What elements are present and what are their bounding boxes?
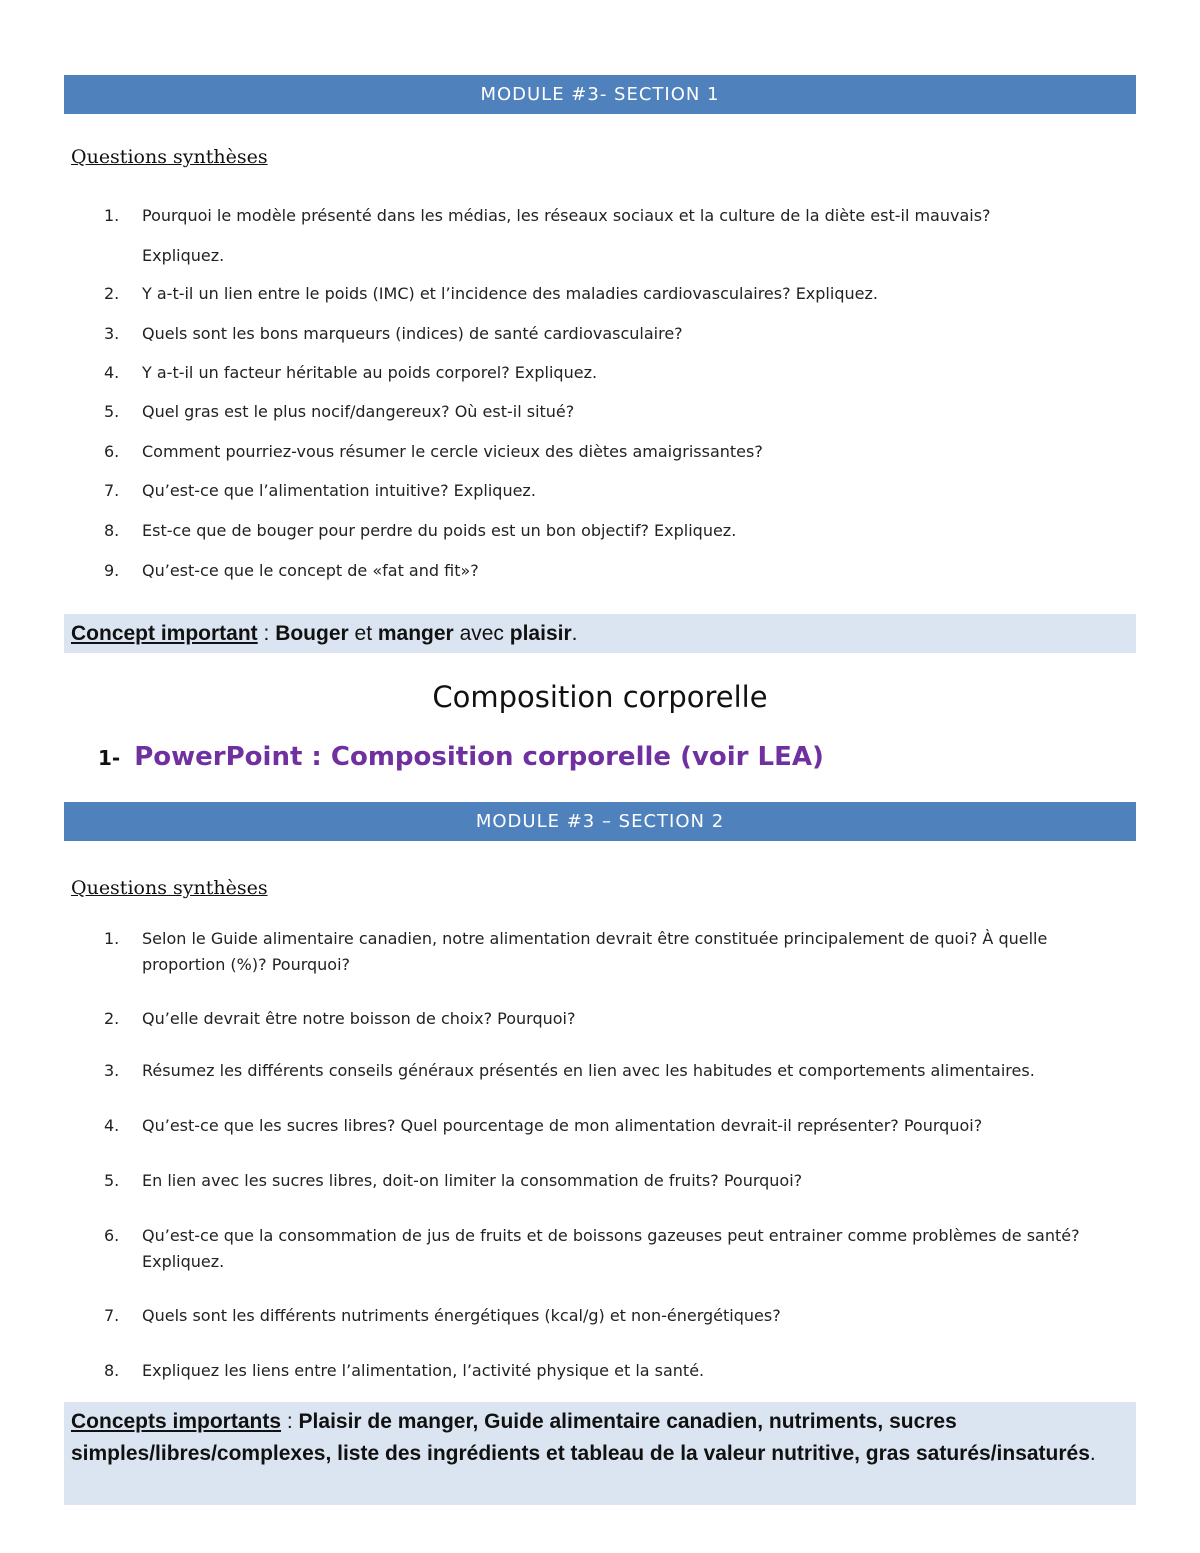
list-item-number: 6. <box>104 442 120 461</box>
list-item <box>104 471 1114 511</box>
concept-separator: : <box>257 622 276 645</box>
list-item-text: Quels sont les bons marqueurs (indices) de santé cardiovasculaire? <box>142 324 683 343</box>
list-item-number: 8. <box>104 1361 120 1380</box>
concept-word: manger <box>377 622 454 645</box>
list-item <box>104 274 1114 314</box>
concepts-importants-box <box>64 1402 1136 1505</box>
list-item-text: Qu’est-ce que le concept de «fat and fit»? <box>142 561 479 580</box>
powerpoint-link-text: PowerPoint : Composition corporelle (voir LEA) <box>134 742 824 772</box>
list-item-number: 5. <box>104 1171 120 1190</box>
list-item-text: Y a-t-il un lien entre le poids (IMC) et l’incidence des maladies cardiovasculaires? Expliquez. <box>142 284 878 303</box>
list-item-text: Y a-t-il un facteur héritable au poids corporel? Expliquez. <box>142 363 598 382</box>
list-item-text: Quel gras est le plus nocif/dangereux? Où est-il situé? <box>142 402 575 421</box>
list-item-number: 1. <box>104 929 120 948</box>
list-item-text: Selon le Guide alimentaire canadien, notre alimentation devrait être constituée principalement de quoi? À quelle proportion (%)? Pourquoi? <box>142 929 1048 974</box>
list-item-text-line: Pourquoi le modèle présenté dans les médias, les réseaux sociaux et la culture de la diète est-il mauvais? <box>142 206 991 225</box>
concept-separator: : <box>281 1410 299 1433</box>
list-item-number: 4. <box>104 363 120 382</box>
list-item <box>104 1006 1114 1032</box>
concept-body: Plaisir de manger, Guide alimentaire canadien, nutriments, sucres simples/libres/complexes, liste des ingrédients et tableau de la valeur nutritive, gras saturés/insaturés <box>71 1410 1090 1465</box>
list-item-number: 2. <box>104 1009 120 1028</box>
list-item-text <box>142 196 1114 276</box>
concept-important-box <box>64 614 1136 653</box>
list-item-text: Expliquez les liens entre l’alimentation, l’activité physique et la santé. <box>142 1361 705 1380</box>
section2-banner <box>64 802 1136 841</box>
concept-end: . <box>1089 1442 1096 1465</box>
composition-title: Composition corporelle <box>432 680 768 714</box>
concept-word: . <box>571 622 578 645</box>
list-item-number: 8. <box>104 521 120 540</box>
list-item <box>104 1113 1114 1139</box>
powerpoint-line <box>98 742 824 772</box>
list-item <box>104 392 1114 432</box>
concept-word: plaisir <box>509 622 572 645</box>
concept-label: Concept important <box>71 622 258 645</box>
list-item-text: Qu’est-ce que la consommation de jus de fruits et de boissons gazeuses peut entrainer comme problèmes de santé? Expliquez. <box>142 1226 1080 1271</box>
list-item <box>104 511 1114 551</box>
list-item-number: 7. <box>104 1306 120 1325</box>
concept-word: avec <box>453 622 510 645</box>
list-item-number: 4. <box>104 1116 120 1135</box>
list-item-number: 7. <box>104 481 120 500</box>
section1-heading: Questions synthèses <box>71 146 268 168</box>
concept-word: Bouger <box>275 622 349 645</box>
list-item-number: 5. <box>104 402 120 421</box>
list-item-number: 2. <box>104 284 120 303</box>
list-item-number: 9. <box>104 561 120 580</box>
list-item <box>104 1223 1114 1275</box>
list-item <box>104 314 1114 354</box>
list-item-text: Quels sont les différents nutriments énergétiques (kcal/g) et non-énergétiques? <box>142 1306 781 1325</box>
list-item <box>104 432 1114 472</box>
list-item-text: En lien avec les sucres libres, doit-on limiter la consommation de fruits? Pourquoi? <box>142 1171 803 1190</box>
concept-label: Concepts importants <box>71 1410 282 1433</box>
list-item-number: 6. <box>104 1226 120 1245</box>
powerpoint-number: 1- <box>98 746 121 770</box>
list-item-text: Résumez les différents conseils généraux présentés en lien avec les habitudes et comportements alimentaires. <box>142 1061 1035 1080</box>
section2-banner-text: MODULE #3 – SECTION 2 <box>475 811 725 832</box>
list-item-text: Qu’est-ce que les sucres libres? Quel pourcentage de mon alimentation devrait-il représenter? Pourquoi? <box>142 1116 983 1135</box>
section2-heading: Questions synthèses <box>71 877 268 899</box>
list-item <box>104 1058 1114 1084</box>
list-item <box>104 551 1114 591</box>
concept-word: et <box>348 622 378 645</box>
list-item <box>104 1303 1114 1329</box>
list-item-text-line: Expliquez. <box>142 246 225 265</box>
list-item-number: 3. <box>104 1061 120 1080</box>
list-item <box>104 926 1114 978</box>
list-item-number: 3. <box>104 324 120 343</box>
list-item-text: Comment pourriez-vous résumer le cercle vicieux des diètes amaigrissantes? <box>142 442 763 461</box>
section1-banner <box>64 75 1136 114</box>
list-item-text: Qu’est-ce que l’alimentation intuitive? Expliquez. <box>142 481 536 500</box>
list-item <box>104 1168 1114 1194</box>
list-item-text: Est-ce que de bouger pour perdre du poids est un bon objectif? Expliquez. <box>142 521 737 540</box>
list-item <box>104 1358 1114 1384</box>
section1-banner-text: MODULE #3- SECTION 1 <box>480 84 720 105</box>
list-item-text: Qu’elle devrait être notre boisson de choix? Pourquoi? <box>142 1009 576 1028</box>
list-item <box>104 196 1114 276</box>
list-item-number: 1. <box>104 206 120 225</box>
list-item <box>104 353 1114 393</box>
